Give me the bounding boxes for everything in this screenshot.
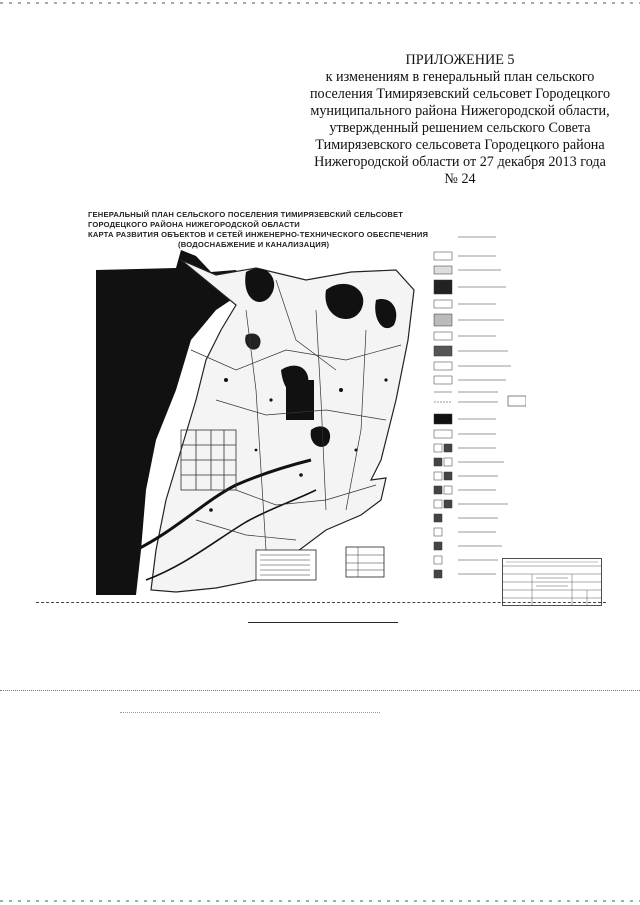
appendix-line: утвержденный решением сельского Совета: [329, 120, 591, 136]
map-title: [88, 210, 428, 250]
inset-table: [346, 547, 384, 577]
appendix-line: муниципального района Нижегородской области,: [310, 103, 610, 119]
map-title-line: ГОРОДЕЦКОГО РАЙОНА НИЖЕГОРОДСКОЙ ОБЛАСТИ: [88, 220, 300, 229]
general-plan-map: [96, 250, 426, 595]
scan-edge-bottom: [0, 900, 640, 902]
appendix-line: Нижегородской области от 27 декабря 2013 года: [314, 154, 606, 170]
scan-edge-top: [0, 2, 640, 4]
appendix-title: ПРИЛОЖЕНИЕ 5: [405, 52, 515, 68]
appendix-line: поселения Тимирязевский сельсовет Городецкого: [309, 86, 611, 102]
page-divider-dashed: [36, 602, 606, 603]
appendix-line: к изменениям в генеральный план сельского: [325, 69, 595, 85]
underline: [248, 622, 398, 623]
legend-rows: [434, 237, 511, 578]
map-title-line: КАРТА РАЗВИТИЯ ОБЪЕКТОВ И СЕТЕЙ ИНЖЕНЕРНО-ТЕХНИЧЕСКОГО ОБЕСПЕЧЕНИЯ: [88, 230, 429, 239]
dark-block: [286, 380, 314, 420]
map-title-line: ГЕНЕРАЛЬНЫЙ ПЛАН СЕЛЬСКОГО ПОСЕЛЕНИЯ ТИМИРЯЗЕВСКИЙ СЕЛЬСОВЕТ: [88, 210, 404, 219]
map-title-line: (ВОДОСНАБЖЕНИЕ И КАНАЛИЗАЦИЯ): [178, 240, 330, 249]
title-block-stamp: [502, 558, 602, 606]
scan-artifact-line: [0, 690, 640, 691]
appendix-header: [300, 52, 620, 188]
scan-artifact-line: [120, 712, 380, 713]
appendix-number: № 24: [444, 171, 476, 187]
map-legend: [426, 232, 526, 592]
appendix-line: Тимирязевского сельсовета Городецкого района: [315, 137, 605, 153]
legend-callout: [508, 396, 526, 406]
